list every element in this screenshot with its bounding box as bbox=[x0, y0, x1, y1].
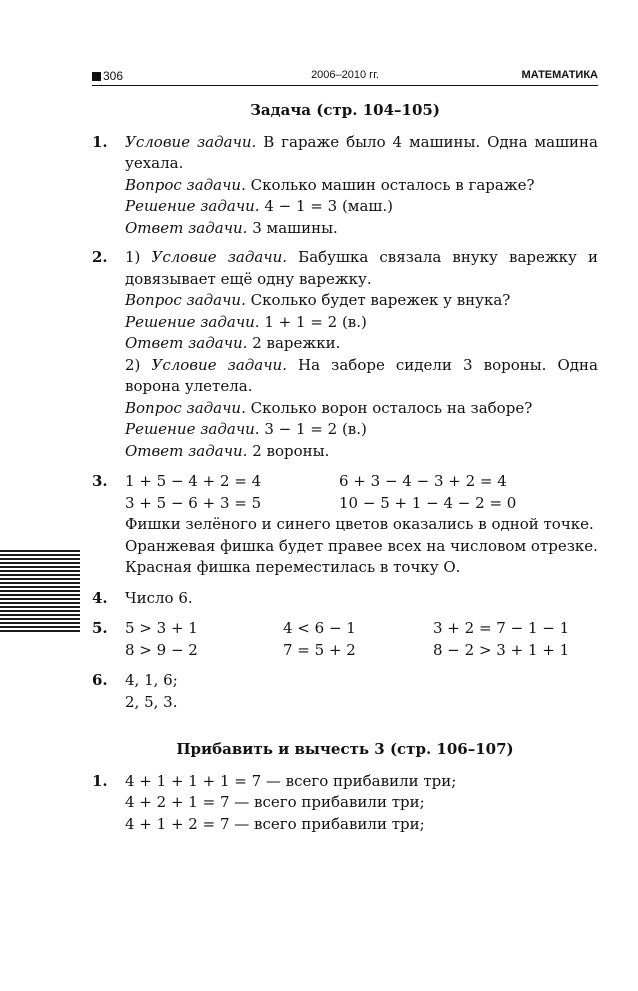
task-answer bbox=[125, 218, 598, 240]
task-question bbox=[125, 398, 598, 420]
equation: 10 − 5 + 1 − 4 − 2 = 0 bbox=[339, 493, 517, 512]
task-text: Красная фишка переместилась в точку О. bbox=[125, 558, 461, 576]
answer-text: 2 варежки. bbox=[247, 334, 341, 352]
question-label: Вопрос задачи. bbox=[125, 291, 246, 309]
task-text: 4 + 1 + 2 = 7 — всего прибавили три; bbox=[125, 814, 425, 833]
solution-text: 4 − 1 = 3 (маш.) bbox=[259, 197, 393, 215]
page-number-text: 306 bbox=[103, 69, 124, 83]
condition-text: На заборе сидели 3 вороны. Одна ворона улетела. bbox=[125, 355, 598, 395]
task-number: 2. bbox=[92, 248, 108, 266]
section-title: Прибавить и вычесть 3 (стр. 106–107) bbox=[176, 740, 514, 758]
answer-text: 3 машины. bbox=[247, 218, 338, 237]
task-question bbox=[125, 175, 598, 197]
task-condition bbox=[125, 132, 598, 175]
solution-label: Решение задачи. bbox=[125, 197, 260, 215]
question-label: Вопрос задачи. bbox=[125, 175, 246, 194]
task-text: Число 6. bbox=[125, 588, 193, 607]
task-solution bbox=[125, 312, 598, 334]
task-text: Оранжевая фишка будет правее всех на числовом отрезке. bbox=[125, 536, 598, 555]
condition-label: Условие задачи. bbox=[151, 248, 288, 266]
task-text: 4 + 2 + 1 = 7 — всего прибавили три; bbox=[125, 793, 425, 811]
task-5 bbox=[92, 618, 598, 661]
equation-row bbox=[125, 493, 598, 515]
solution-label: Решение задачи. bbox=[125, 420, 260, 438]
condition-label: Условие задачи. bbox=[151, 355, 287, 374]
task-4 bbox=[92, 588, 598, 610]
comparison: 7 = 5 + 2 bbox=[283, 640, 356, 659]
task-6 bbox=[92, 670, 598, 713]
task-3 bbox=[92, 471, 598, 579]
task-number: 5. bbox=[92, 619, 108, 637]
condition-label: Условие задачи. bbox=[125, 132, 257, 151]
header-subject: МАТЕМАТИКА bbox=[521, 69, 598, 81]
comparison-row bbox=[125, 618, 598, 640]
comparison: 3 + 2 = 7 − 1 − 1 bbox=[433, 619, 570, 637]
task-number: 1. bbox=[92, 771, 108, 790]
equation: 1 + 5 − 4 + 2 = 4 bbox=[125, 472, 262, 490]
task-number: 1. bbox=[92, 132, 108, 151]
answer-label: Ответ задачи. bbox=[125, 218, 248, 237]
equation: 6 + 3 − 4 − 3 + 2 = 4 bbox=[339, 472, 507, 490]
margin-stripes-decoration bbox=[0, 550, 80, 632]
answer-label: Ответ задачи. bbox=[125, 441, 248, 460]
comparison-row bbox=[125, 640, 598, 662]
task-question bbox=[125, 290, 598, 312]
task-number: 4. bbox=[92, 588, 108, 607]
solution-text: 3 − 1 = 2 (в.) bbox=[259, 420, 367, 438]
task-number: 3. bbox=[92, 472, 108, 490]
comparison: 4 < 6 − 1 bbox=[283, 619, 356, 637]
task-answer bbox=[125, 441, 598, 463]
task-text: 4, 1, 6; bbox=[125, 671, 178, 689]
task-text: 2, 5, 3. bbox=[125, 692, 178, 711]
task-solution bbox=[125, 419, 598, 441]
page-header bbox=[92, 69, 598, 87]
comparison: 8 − 2 > 3 + 1 + 1 bbox=[433, 640, 570, 659]
question-text: Сколько машин осталось в гараже? bbox=[245, 175, 535, 194]
task-solution bbox=[125, 196, 598, 218]
answer-text: 2 вороны. bbox=[247, 441, 330, 460]
task-2 bbox=[92, 247, 598, 462]
header-years: 2006–2010 гг. bbox=[311, 69, 379, 81]
comparison: 5 > 3 + 1 bbox=[125, 619, 198, 637]
task-condition bbox=[125, 247, 598, 290]
header-rule bbox=[92, 85, 598, 86]
solution-text: 1 + 1 = 2 (в.) bbox=[259, 312, 367, 331]
comparison: 8 > 9 − 2 bbox=[125, 640, 198, 659]
task-condition bbox=[125, 355, 598, 398]
task-text: 4 + 1 + 1 + 1 = 7 — всего прибавили три; bbox=[125, 771, 457, 790]
answer-label: Ответ задачи. bbox=[125, 334, 248, 352]
task-answer bbox=[125, 333, 598, 355]
solution-label: Решение задачи. bbox=[125, 312, 260, 331]
condition-text: В гараже было 4 машины. Одна машина уехала. bbox=[125, 132, 598, 172]
equation-row bbox=[125, 471, 598, 493]
condition-text: Бабушка связала внуку варежку и довязывает ещё одну варежку. bbox=[125, 248, 598, 288]
question-label: Вопрос задачи. bbox=[125, 398, 246, 417]
equation: 3 + 5 − 6 + 3 = 5 bbox=[125, 493, 262, 512]
page-content bbox=[92, 100, 598, 835]
part-prefix: 1) bbox=[125, 248, 152, 266]
task-text: Фишки зелёного и синего цветов оказались в одной точке. bbox=[125, 515, 594, 533]
task-1 bbox=[92, 132, 598, 240]
task-1 bbox=[92, 771, 598, 836]
question-text: Сколько ворон осталось на заборе? bbox=[245, 398, 533, 417]
question-text: Сколько будет варежек у внука? bbox=[245, 291, 511, 309]
section-title: Задача (стр. 104–105) bbox=[250, 101, 440, 119]
task-number: 6. bbox=[92, 671, 108, 689]
part-prefix: 2) bbox=[125, 355, 152, 374]
